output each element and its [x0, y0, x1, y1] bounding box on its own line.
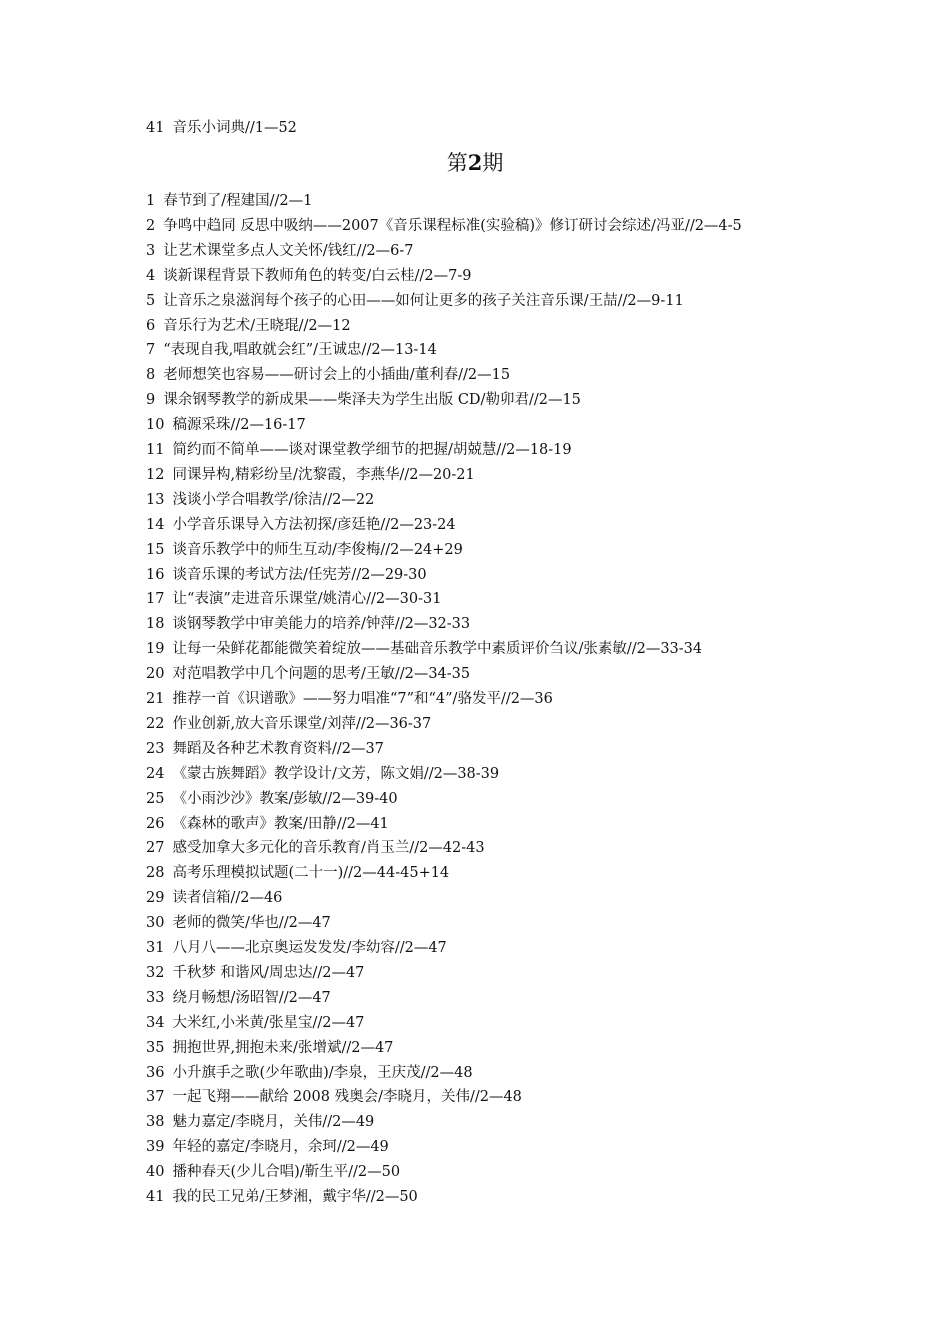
- toc-entry: [146, 340, 437, 360]
- toc-entry: [146, 1013, 364, 1033]
- entry-number: 18: [146, 616, 165, 633]
- toc-entry: [146, 1063, 473, 1083]
- toc-entry: [146, 191, 312, 211]
- entry-number: 23: [146, 740, 165, 757]
- toc-entry: [146, 589, 441, 609]
- entry-text: 《小雨沙沙》教案/彭敏//2—39-40: [172, 790, 398, 807]
- entry-number: 32: [146, 964, 165, 981]
- toc-entry: [146, 316, 351, 336]
- entry-number: 5: [146, 292, 156, 309]
- entry-number: 33: [146, 989, 165, 1006]
- toc-entry: [146, 216, 742, 236]
- entry-number: 16: [146, 566, 165, 583]
- toc-entry: [146, 440, 572, 460]
- toc-entry: [146, 938, 447, 958]
- entry-text: 作业创新,放大音乐课堂/刘萍//2—36-37: [172, 715, 432, 732]
- toc-entry: [146, 565, 427, 585]
- entry-number: 9: [146, 392, 156, 409]
- entry-number: 36: [146, 1064, 165, 1081]
- entry-text: 感受加拿大多元化的音乐教育/肖玉兰//2—42-43: [172, 840, 485, 857]
- toc-entry: [146, 515, 456, 535]
- entry-number: 10: [146, 417, 165, 434]
- toc-entry: [146, 1162, 400, 1182]
- toc-entry: [146, 291, 684, 311]
- entry-text: 播种春天(少儿合唱)/靳生平//2—50: [172, 1164, 401, 1181]
- issue-heading: [0, 150, 950, 176]
- entry-number: 29: [146, 890, 165, 907]
- entry-text: 拥抱世界,拥抱未来/张增斌//2—47: [172, 1039, 394, 1056]
- entry-text: 音乐行为艺术/王晓琨//2—12: [163, 317, 351, 334]
- entry-text: 让每一朵鲜花都能微笑着绽放——基础音乐教学中素质评价刍议/张素敏//2—33-34: [172, 641, 703, 658]
- toc-entry: [146, 639, 702, 659]
- entry-number: 3: [146, 242, 156, 259]
- toc-entry: [146, 714, 431, 734]
- entry-number: 34: [146, 1014, 165, 1031]
- toc-entry: [146, 540, 463, 560]
- entry-text: 谈钢琴教学中审美能力的培养/钟萍//2—32-33: [172, 616, 471, 633]
- entry-number: 2: [146, 217, 156, 234]
- entry-text: 简约而不简单——谈对课堂教学细节的把握/胡兢慧//2—18-19: [172, 442, 572, 458]
- toc-entry: [146, 988, 331, 1008]
- entry-text: 浅谈小学合唱教学/徐洁//2—22: [172, 491, 375, 508]
- entry-number: 15: [146, 541, 165, 558]
- entry-text: 推荐一首《识谱歌》——努力唱准“7”和“4”/骆发平//2—36: [172, 691, 553, 707]
- entry-number: 4: [146, 267, 156, 284]
- entry-text: 大米红,小米黄/张星宝//2—47: [172, 1014, 365, 1031]
- issue-heading-suffix: 期: [482, 151, 504, 175]
- entry-text: 争鸣中趋同 反思中吸纳——2007《音乐课程标准(实验稿)》修订研讨会综述/冯亚//2—4-5: [163, 217, 742, 234]
- toc-entry: [146, 241, 413, 261]
- entry-number: 39: [146, 1139, 165, 1156]
- toc-entry: [146, 1087, 522, 1107]
- entry-number: 7: [146, 342, 156, 359]
- toc-entry: [146, 266, 471, 286]
- entry-number: 25: [146, 790, 165, 807]
- toc-entry: [146, 814, 389, 834]
- entry-text: 谈音乐课的考试方法/任宪芳//2—29-30: [172, 566, 427, 583]
- toc-entry: [146, 1112, 374, 1132]
- entry-text: 让音乐之泉滋润每个孩子的心田——如何让更多的孩子关注音乐课/王喆//2—9-11: [163, 292, 684, 309]
- entry-text: 一起飞翔——献给 2008 残奥会/李晓月，关伟//2—48: [172, 1089, 522, 1106]
- entry-number: 21: [146, 691, 165, 707]
- entry-text: 小升旗手之歌(少年歌曲)/李泉，王庆茂//2—48: [172, 1064, 473, 1081]
- entry-text: 老师想笑也容易——研讨会上的小插曲/董利春//2—15: [163, 367, 511, 384]
- entry-number: 40: [146, 1164, 165, 1181]
- entry-text: 《蒙古族舞蹈》教学设计/文芳，陈文娟//2—38-39: [172, 765, 500, 782]
- entry-text: 对范唱教学中几个问题的思考/王敏//2—34-35: [172, 666, 471, 683]
- entry-text: 课余钢琴教学的新成果——柴泽夫为学生出版 CD/勒卯君//2—15: [163, 392, 581, 409]
- entry-text: “表现自我,唱敢就会红”/王诚忠//2—13-14: [163, 342, 437, 359]
- entry-text: 读者信箱//2—46: [172, 890, 283, 907]
- entry-number: 12: [146, 466, 165, 483]
- toc-entry: [146, 390, 581, 410]
- entry-number: 22: [146, 715, 165, 732]
- entry-number: 13: [146, 491, 165, 508]
- entry-number: 26: [146, 815, 165, 832]
- entry-text: 让“表演”走进音乐课堂/姚清心//2—30-31: [172, 591, 442, 608]
- entry-number: 41: [146, 1189, 165, 1205]
- toc-entry: [146, 764, 499, 784]
- toc-entry: [146, 863, 449, 883]
- entry-text: 年轻的嘉定/李晓月，余珂//2—49: [172, 1139, 389, 1156]
- entry-text: 老师的微笑/华也//2—47: [172, 915, 331, 932]
- toc-entry: [146, 365, 510, 385]
- toc-entry: [146, 614, 470, 634]
- entry-text: 舞蹈及各种艺术教育资料//2—37: [172, 740, 384, 757]
- entry-number: 8: [146, 367, 156, 384]
- entry-text: 同课异构,精彩纷呈/沈黎霞，李燕华//2—20-21: [172, 466, 475, 483]
- entry-text: 音乐小词典//1—52: [172, 120, 297, 136]
- entry-number: 6: [146, 317, 156, 334]
- toc-entry: [146, 1137, 389, 1157]
- entry-text: 春节到了/程建国//2—1: [163, 193, 313, 209]
- entry-number: 30: [146, 915, 165, 932]
- entry-number: 38: [146, 1114, 165, 1131]
- toc-entry-prev-issue: [146, 118, 297, 138]
- entry-text: 八月八——北京奥运发发发/李幼容//2—47: [172, 940, 447, 956]
- toc-entry: [146, 490, 374, 510]
- toc-entry: [146, 1187, 418, 1207]
- entry-number: 11: [146, 442, 165, 458]
- entry-text: 小学音乐课导入方法初探/彦廷艳//2—23-24: [172, 516, 456, 533]
- entry-text: 魅力嘉定/李晓月，关伟//2—49: [172, 1114, 375, 1131]
- entry-number: 14: [146, 516, 165, 533]
- toc-entry: [146, 689, 553, 709]
- toc-entry: [146, 838, 485, 858]
- entry-text: 我的民工兄弟/王梦湘，戴宇华//2—50: [172, 1189, 418, 1205]
- entry-number: 20: [146, 666, 165, 683]
- entry-number: 24: [146, 765, 165, 782]
- entry-number: 27: [146, 840, 165, 857]
- entry-text: 高考乐理模拟试题(二十一)//2—44-45+14: [172, 865, 450, 882]
- entry-number: 37: [146, 1089, 165, 1106]
- toc-entry: [146, 913, 331, 933]
- entry-text: 千秋梦 和谐风/周忠达//2—47: [172, 964, 365, 981]
- issue-heading-number: 2: [467, 150, 483, 175]
- toc-entry: [146, 888, 282, 908]
- entry-number: 17: [146, 591, 165, 608]
- entry-text: 《森林的歌声》教案/田静//2—41: [172, 815, 389, 832]
- entry-number: 41: [146, 120, 165, 136]
- toc-entry: [146, 415, 306, 435]
- entry-text: 稿源采珠//2—16-17: [172, 417, 306, 434]
- toc-entry: [146, 739, 384, 759]
- entry-text: 绕月畅想/汤昭智//2—47: [172, 989, 331, 1006]
- entry-text: 谈新课程背景下教师角色的转变/白云桂//2—7-9: [163, 267, 472, 284]
- toc-entry: [146, 1038, 393, 1058]
- entry-text: 让艺术课堂多点人文关怀/钱红//2—6-7: [163, 242, 414, 259]
- entry-number: 1: [146, 193, 156, 209]
- toc-entry: [146, 664, 470, 684]
- entry-number: 31: [146, 940, 165, 956]
- entry-number: 19: [146, 641, 165, 658]
- entry-number: 35: [146, 1039, 165, 1056]
- toc-entry: [146, 963, 364, 983]
- issue-heading-prefix: 第: [446, 151, 468, 175]
- toc-entry: [146, 789, 398, 809]
- entry-text: 谈音乐教学中的师生互动/李俊梅//2—24+29: [172, 541, 463, 558]
- entry-number: 28: [146, 865, 165, 882]
- toc-entry: [146, 465, 475, 485]
